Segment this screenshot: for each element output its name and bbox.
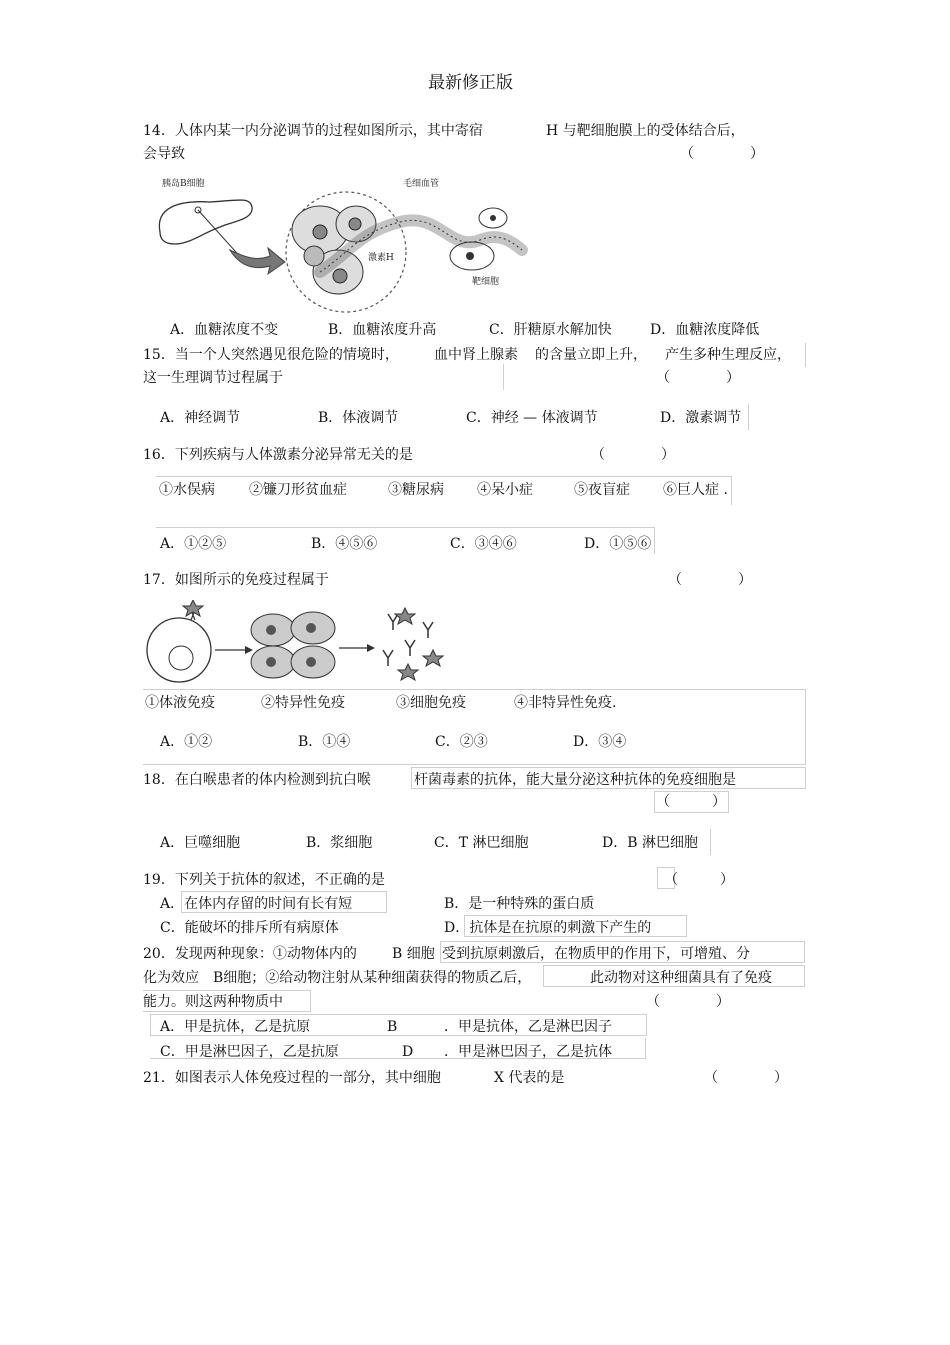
q19-option-b[interactable]: B．是一种特殊的蛋白质 (444, 896, 595, 912)
q19-stem: 19．下列关于抗体的叙述，不正确的是 (143, 872, 385, 888)
q20-option-d[interactable]: ．甲是淋巴因子，乙是抗体 (444, 1044, 612, 1060)
q20-stem-line3: 能力。则这两种物质中 (143, 994, 283, 1010)
q20-option-a[interactable]: A．甲是抗体，乙是抗原 (160, 1019, 311, 1035)
q20-stem-part2: B 细胞 (392, 946, 435, 962)
q15-stem-part2: 血中肾上腺素 (434, 347, 518, 363)
q16-option-d[interactable]: D．①⑤⑥ (584, 536, 652, 552)
q16-item-4: ④呆小症 (477, 482, 533, 498)
q17-option-a[interactable]: A．①② (160, 734, 213, 750)
q19-option-a[interactable]: A．在体内存留的时间有长有短 (160, 896, 353, 912)
q17-option-b[interactable]: B．①④ (298, 734, 351, 750)
q14-stem-part1: 14．人体内某一内分泌调节的过程如图所示，其中寄宿 (143, 123, 483, 139)
q16-option-c[interactable]: C．③④⑥ (450, 536, 517, 552)
page-title: 最新修正版 (428, 73, 513, 93)
q19-option-d[interactable]: D．抗体是在抗原的刺激下产生的 (444, 920, 652, 936)
lymphocyte-nucleus (169, 646, 193, 670)
q17-item-2: ②特异性免疫 (261, 695, 345, 711)
q15-stem-part1: 15．当一个人突然遇见很危险的情境时， (143, 347, 399, 363)
q16-option-a[interactable]: A．①②⑤ (160, 536, 227, 552)
q21-stem-part2: X 代表的是 (494, 1070, 565, 1086)
antibody-4 (423, 622, 433, 638)
islet-cell-4 (304, 246, 324, 266)
q20-option-c[interactable]: C．甲是淋巴因子，乙是抗原 (160, 1044, 339, 1060)
q15-option-c[interactable]: C．神经 — 体液调节 (466, 410, 598, 426)
q15-stem-line2: 这一生理调节过程属于 (143, 370, 283, 386)
q16-stem: 16．下列疾病与人体激素分泌异常无关的是 (143, 447, 413, 463)
q20-option-b[interactable]: ．甲是抗体，乙是淋巴因子 (444, 1019, 612, 1035)
q21-answer-paren: （ ） (704, 1070, 788, 1086)
q16-item-6: ⑥巨人症 . (663, 482, 728, 498)
q18-option-c[interactable]: C．T 淋巴细胞 (434, 835, 529, 851)
q20-stem-line2a: 化为效应 B细胞；②给动物注射从某种细菌获得的物质乙后， (143, 970, 532, 986)
antibody-3 (383, 650, 393, 666)
q16-answer-paren: （ ） (591, 447, 675, 463)
lymphocyte-cell (147, 618, 211, 682)
q17-option-c[interactable]: C．②③ (435, 734, 488, 750)
q14-option-d[interactable]: D．血糖浓度降低 (650, 322, 760, 338)
q18-answer-paren: （ ） (656, 794, 726, 810)
label-islet-cell: 胰岛B细胞 (162, 179, 205, 189)
q17-figure (143, 600, 448, 685)
q17-item-3: ③细胞免疫 (396, 695, 466, 711)
q16-item-1: ①水俣病 (159, 482, 215, 498)
q15-stem-part4: 产生多种生理反应， (665, 347, 791, 363)
q20-stem-part1: 20．发现两种现象：①动物体内的 (143, 946, 357, 962)
q21-stem-part1: 21．如图表示人体免疫过程的一部分，其中细胞 (143, 1070, 441, 1086)
q17-item-1: ①体液免疫 (145, 695, 215, 711)
q18-stem-part2: 杆菌毒素的抗体，能大量分泌这种抗体的免疫细胞是 (414, 772, 736, 788)
q20-answer-paren: （ ） (646, 994, 730, 1010)
q19-option-c[interactable]: C．能破坏的排斥所有病原体 (160, 920, 339, 936)
label-hormone-h: 激素H (368, 253, 394, 263)
q16-item-3: ③糖尿病 (388, 482, 444, 498)
pancreas-shape (159, 200, 252, 244)
q14-option-a[interactable]: A．血糖浓度不变 (170, 322, 279, 338)
q15-option-d[interactable]: D．激素调节 (660, 410, 742, 426)
q14-figure (150, 172, 540, 314)
q18-option-d[interactable]: D．B 淋巴细胞 (602, 835, 698, 851)
antigen-star-4 (398, 664, 418, 680)
q15-stem-part3: 的含量立即上升， (535, 347, 647, 363)
q20-option-d-letter[interactable]: D (402, 1044, 414, 1060)
q20-option-b-letter[interactable]: B (387, 1019, 398, 1035)
q20-stem-line2b: 此动物对这种细菌具有了免疫 (590, 970, 772, 986)
label-capillary: 毛细血管 (403, 179, 440, 189)
q16-item-5: ⑤夜盲症 (574, 482, 630, 498)
q15-option-b[interactable]: B．体液调节 (318, 410, 399, 426)
q14-option-b[interactable]: B．血糖浓度升高 (328, 322, 437, 338)
q17-option-d[interactable]: D．③④ (573, 734, 627, 750)
q17-item-4: ④非特异性免疫. (514, 695, 617, 711)
q20-stem-part3: 受到抗原刺激后，在物质甲的作用下，可增殖、分 (442, 946, 750, 962)
label-target-cell: 靶细胞 (472, 277, 500, 287)
q15-answer-paren: （ ） (656, 370, 740, 386)
q14-answer-paren: （ ） (680, 146, 764, 162)
q18-option-a[interactable]: A．巨噬细胞 (160, 835, 241, 851)
q15-option-a[interactable]: A．神经调节 (160, 410, 241, 426)
q14-stem-line2: 会导致 (143, 146, 185, 162)
q17-answer-paren: （ ） (668, 572, 752, 588)
q14-stem-part2: H 与靶细胞膜上的受体结合后， (546, 123, 745, 139)
q19-answer-paren: （ ） (664, 872, 734, 888)
q14-option-c[interactable]: C．肝糖原水解加快 (489, 322, 612, 338)
q18-option-b[interactable]: B．浆细胞 (306, 835, 373, 851)
antigen-star-3 (423, 650, 443, 666)
q16-option-b[interactable]: B．④⑤⑥ (311, 536, 378, 552)
antibody-1 (388, 614, 398, 630)
q17-stem: 17．如图所示的免疫过程属于 (143, 572, 329, 588)
q16-item-2: ②镰刀形贫血症 (249, 482, 347, 498)
antibody-2 (405, 640, 415, 656)
antigen-star-2 (395, 608, 415, 624)
big-arrow (230, 248, 285, 274)
q18-stem-part1: 18．在白喉患者的体内检测到抗白喉 (143, 772, 371, 788)
